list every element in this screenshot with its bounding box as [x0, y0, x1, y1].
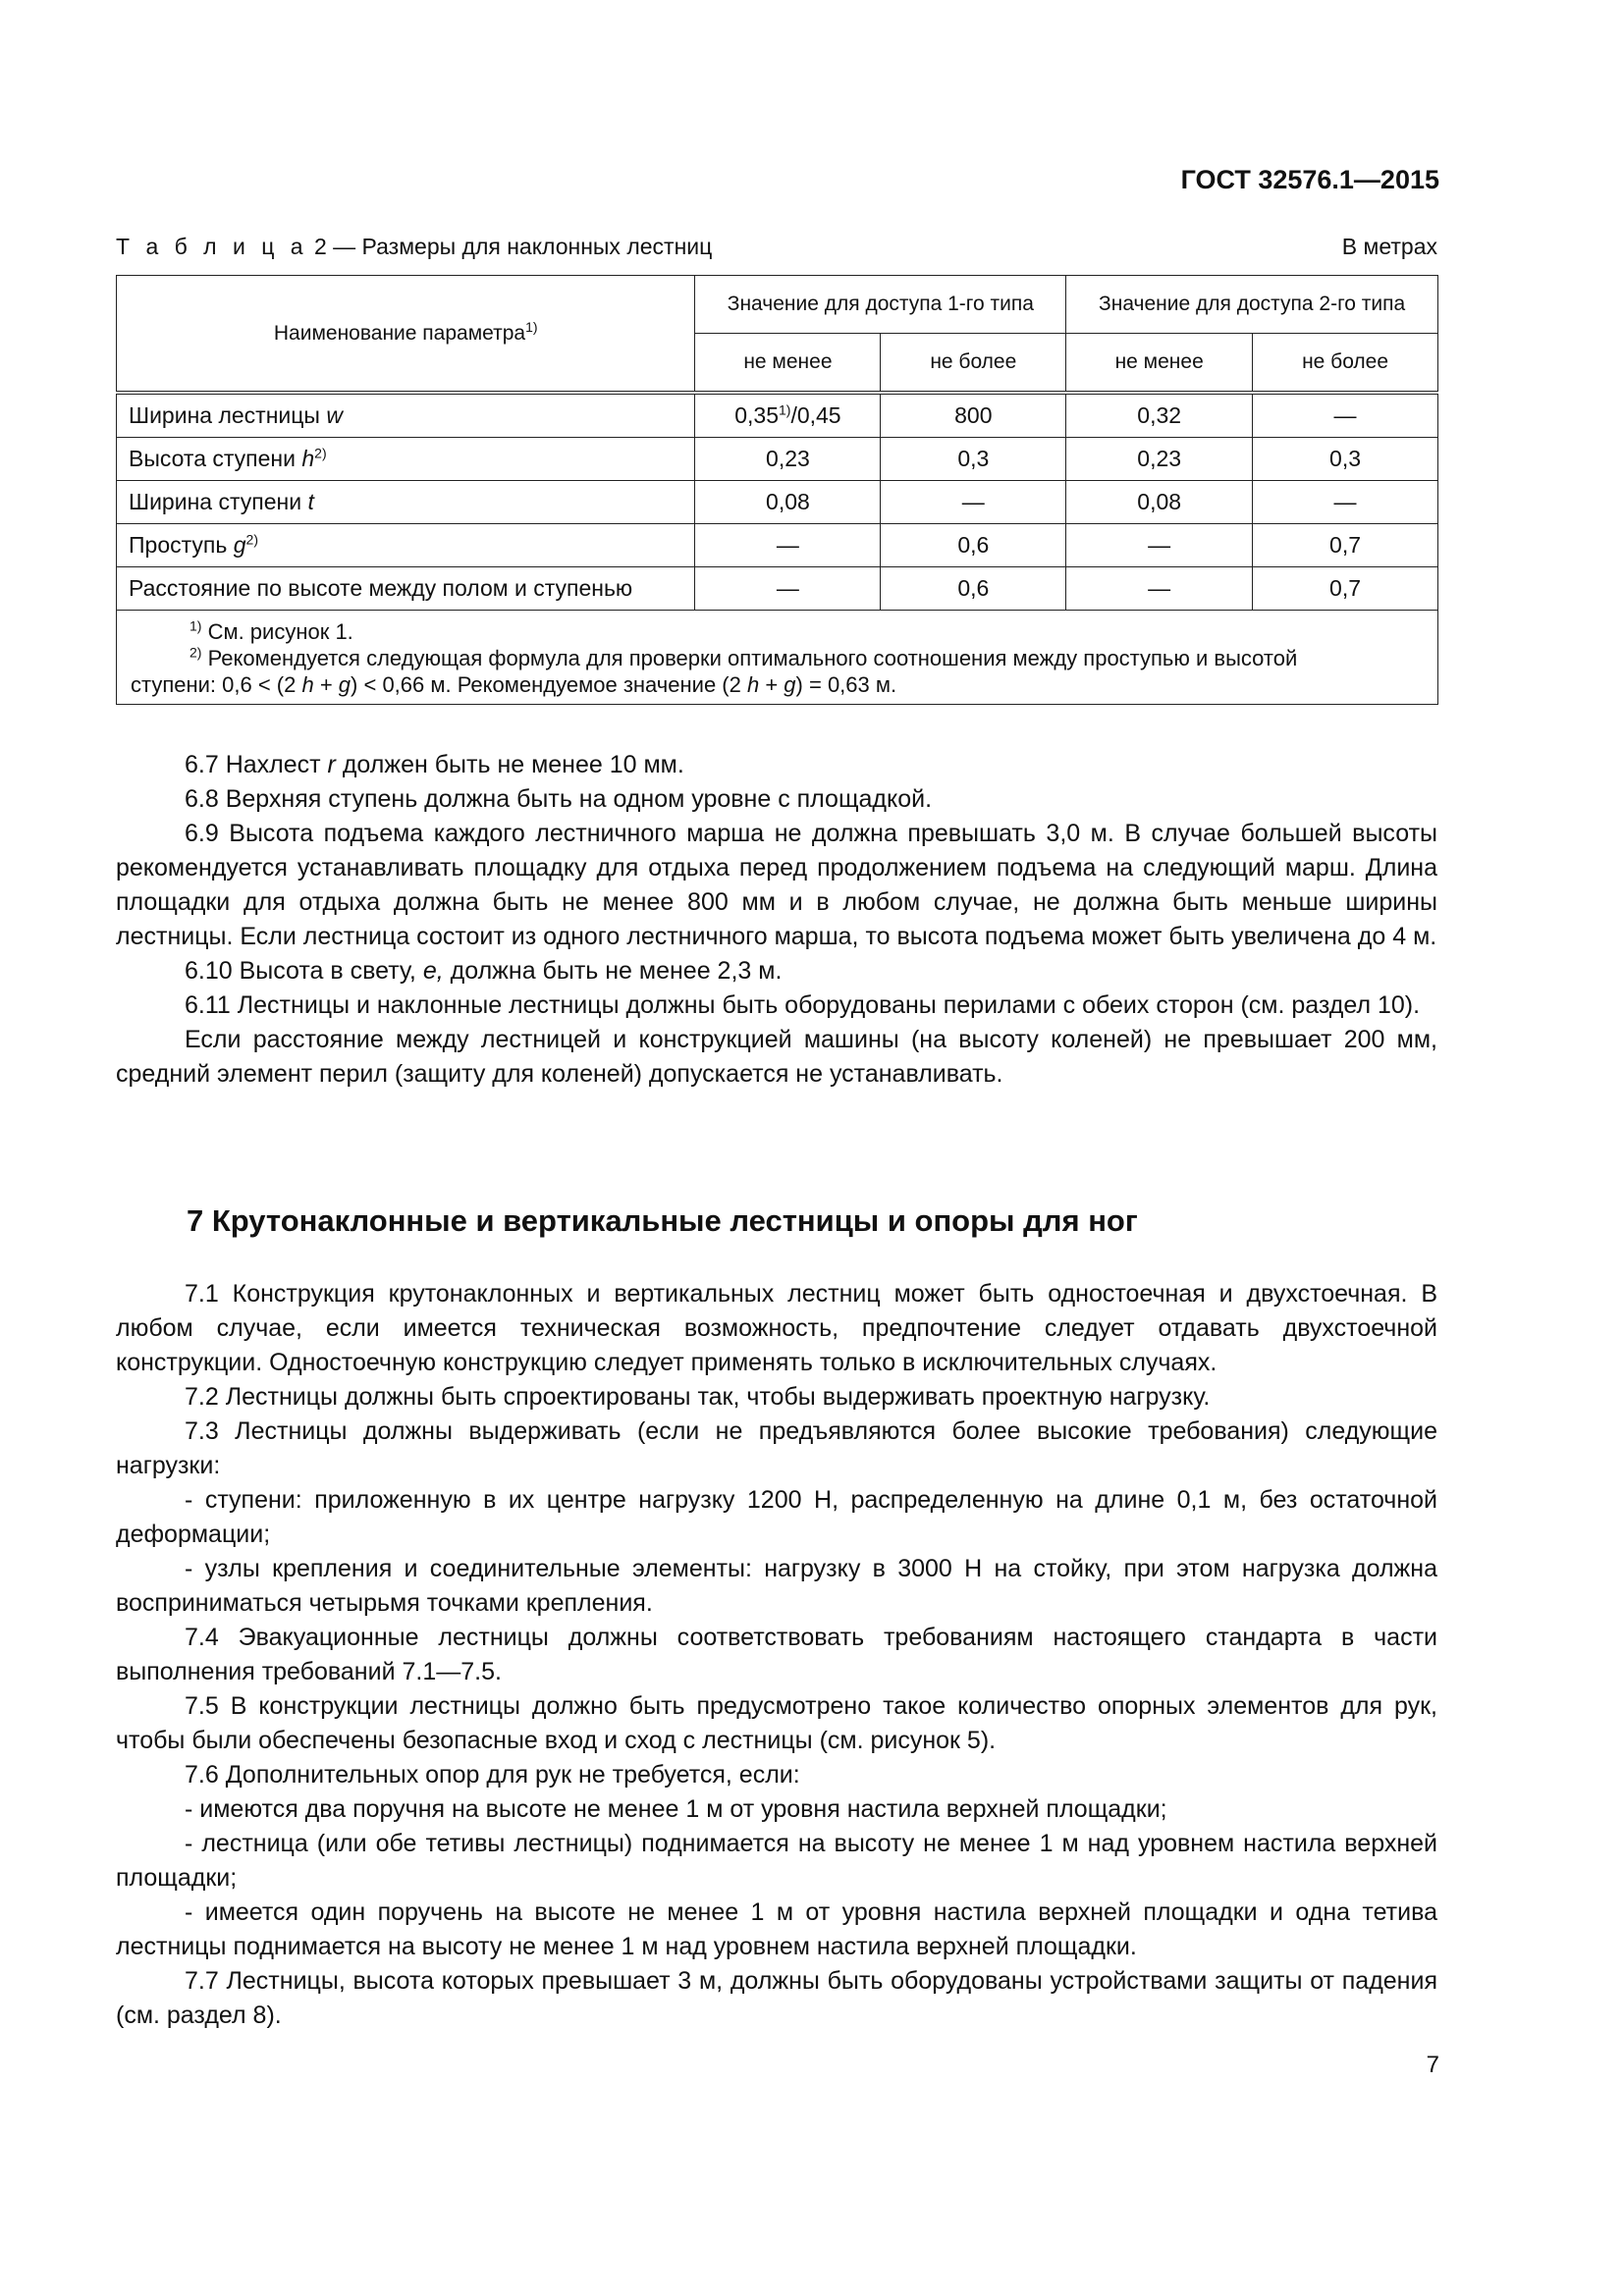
- table-row: [117, 567, 1438, 611]
- row-value-max-1: 0,6: [881, 567, 1066, 611]
- note-text: ) < 0,66 м. Рекомендуемое значение (2: [351, 672, 747, 697]
- value-tail: /0,45: [790, 402, 841, 428]
- row-name: [117, 438, 695, 481]
- table-units: В метрах: [1341, 234, 1437, 259]
- table-notes-row: [117, 611, 1438, 705]
- paragraph-7-4: 7.4 Эвакуационные лестницы должны соответствовать требованиям настоящего стандарта в части выполнения требований 7.1—7.5.: [116, 1624, 1437, 1685]
- row-value-min-2: 0,08: [1066, 481, 1253, 524]
- section-7-heading: 7 Крутонаклонные и вертикальные лестницы и опоры для ног: [187, 1203, 1138, 1238]
- paragraph-7-6: 7.6 Дополнительных опор для рук не требуется, если:: [185, 1761, 800, 1789]
- row-footnote-mark: 2): [314, 445, 327, 461]
- note-variable: g: [784, 672, 796, 697]
- paragraph-6-11-continuation: Если расстояние между лестницей и конструкцией машины (на высоту коленей) не превышает 200 мм, средний элемент перил (защиту для коленей) допускается не устанавливать.: [116, 1026, 1437, 1088]
- paragraph-text: должна быть не менее 2,3 м.: [443, 957, 783, 985]
- paragraph-7-3-item-1: - ступени: приложенную в их центре нагрузку 1200 Н, распределенную на длине 0,1 м, без остаточной деформации;: [116, 1486, 1437, 1548]
- row-value-max-2: —: [1253, 481, 1438, 524]
- paragraph-6-9: 6.9 Высота подъема каждого лестничного марша не должна превышать 3,0 м. В случае большей высоты рекомендуется устанавливать площадку для отдыха перед продолжением подъема на следующий марш. Длина площадки для отдыха должна быть не менее 800 мм и в любом случае, не должна быть меньше ширины лестницы. Если лестница состоит из одного лестничного марша, то высота подъема может быть увеличена до 4 м.: [116, 820, 1437, 950]
- note-variable: h: [301, 672, 314, 697]
- row-name-text: Расстояние по высоте между полом и ступенью: [129, 575, 633, 601]
- table-caption-text: 2 — Размеры для наклонных лестниц: [307, 234, 713, 259]
- note-2-mark: 2): [189, 644, 202, 661]
- paragraph-6-7: [116, 748, 1437, 782]
- subheader-max-2: не более: [1253, 334, 1438, 394]
- row-variable: h: [301, 446, 315, 471]
- section-6-paragraphs: [116, 748, 1437, 1092]
- row-name-text: Высота ступени: [129, 446, 302, 471]
- table-row: [117, 438, 1438, 481]
- dimensions-table: [116, 275, 1438, 705]
- table-row: [117, 393, 1438, 438]
- group2-header: Значение для доступа 2-го типа: [1066, 276, 1438, 334]
- paragraph-7-6-item-1: - имеются два поручня на высоте не менее 1 м от уровня настила верхней площадки;: [185, 1795, 1167, 1823]
- table-row: [117, 481, 1438, 524]
- row-value-max-1: 0,6: [881, 524, 1066, 567]
- page-number: 7: [1426, 2052, 1439, 2078]
- section-7-paragraphs: [116, 1277, 1437, 2033]
- note-text: ) = 0,63 м.: [795, 672, 897, 697]
- paragraph-6-11: 6.11 Лестницы и наклонные лестницы должны быть оборудованы перилами с обеих сторон (см. раздел 10).: [185, 991, 1421, 1019]
- row-name-text: Ширина ступени: [129, 489, 308, 514]
- paragraph-7-5: 7.5 В конструкции лестницы должно быть предусмотрено такое количество опорных элементов для рук, чтобы были обеспечены безопасные вход и сход с лестницы (см. рисунок 5).: [116, 1692, 1437, 1754]
- row-value-max-2: —: [1253, 393, 1438, 438]
- row-value-max-2: 0,7: [1253, 524, 1438, 567]
- group1-header: Значение для доступа 1-го типа: [695, 276, 1066, 334]
- note-1-text: См. рисунок 1.: [201, 619, 353, 644]
- paragraph-7-3: 7.3 Лестницы должны выдерживать (если не предъявляются более высокие требования) следующие нагрузки:: [116, 1417, 1437, 1479]
- note-text: ступени: 0,6 < (2: [131, 672, 302, 697]
- subheader-max-1: не более: [881, 334, 1066, 394]
- table-caption: [116, 234, 1437, 260]
- paragraph-variable: e,: [422, 957, 444, 985]
- row-value-min-1: [695, 393, 881, 438]
- table-note-1: [131, 618, 1424, 645]
- paragraph-7-6-item-3: - имеется один поручень на высоте не менее 1 м от уровня настила верхней площадки и одна тетива лестницы поднимается на высоту не менее 1 м над уровнем настила верхней площадки.: [116, 1898, 1437, 1960]
- note-text: +: [313, 672, 339, 697]
- row-value-min-2: —: [1066, 567, 1253, 611]
- paragraph-7-2: 7.2 Лестницы должны быть спроектированы так, чтобы выдерживать проектную нагрузку.: [185, 1383, 1211, 1411]
- paragraph-7-1: 7.1 Конструкция крутонаклонных и вертикальных лестниц может быть одностоечная и двухстоечная. В любом случае, если имеется техническая возможность, предпочтение следует отдавать двухстоечной конструкции. Одностоечную конструкцию следует применять только в исключительных случаях.: [116, 1280, 1437, 1376]
- note-text: +: [759, 672, 784, 697]
- row-footnote-mark: 2): [245, 531, 258, 548]
- paragraph-7-6-item-2: - лестница (или обе тетивы лестницы) поднимается на высоту не менее 1 м над уровнем настила верхней площадки;: [116, 1830, 1437, 1892]
- subheader-min-2: не менее: [1066, 334, 1253, 394]
- row-name: [117, 393, 695, 438]
- paragraph-6-10: [116, 954, 1437, 988]
- param-header: Наименование параметра: [273, 321, 526, 345]
- row-value-min-1: —: [695, 567, 881, 611]
- table-row: [117, 524, 1438, 567]
- row-variable: g: [233, 532, 246, 558]
- row-value-max-1: —: [881, 481, 1066, 524]
- row-value-min-1: —: [695, 524, 881, 567]
- row-name-text: Ширина лестницы: [129, 402, 327, 428]
- paragraph-variable: r: [327, 751, 336, 778]
- subheader-min-1: не менее: [695, 334, 881, 394]
- param-header-cell: [117, 276, 695, 394]
- note-variable: g: [338, 672, 352, 697]
- value-footnote-mark: 1): [778, 401, 791, 418]
- paragraph-7-7: 7.7 Лестницы, высота которых превышает 3 м, должны быть оборудованы устройствами защиты от падения (см. раздел 8).: [116, 1967, 1437, 2029]
- row-value-max-1: 0,3: [881, 438, 1066, 481]
- paragraph-7-3-item-2: - узлы крепления и соединительные элементы: нагрузку в 3000 Н на стойку, при этом нагрузка должна восприниматься четырьмя точками крепления.: [116, 1555, 1437, 1617]
- note-2-text: Рекомендуется следующая формула для проверки оптимального соотношения между проступью и высотой: [201, 646, 1298, 670]
- note-1-mark: 1): [189, 617, 202, 634]
- row-value-min-2: 0,32: [1066, 393, 1253, 438]
- row-variable: w: [326, 402, 343, 428]
- row-name: [117, 481, 695, 524]
- paragraph-text: 6.7 Нахлест: [185, 751, 328, 778]
- row-variable: t: [307, 489, 314, 514]
- table-caption-prefix: Т а б л и ц а: [116, 234, 308, 259]
- row-value-min-2: —: [1066, 524, 1253, 567]
- standard-code: ГОСТ 32576.1—2015: [1180, 165, 1439, 194]
- table-note-2: [131, 645, 1424, 671]
- row-value-max-2: 0,3: [1253, 438, 1438, 481]
- row-value-max-2: 0,7: [1253, 567, 1438, 611]
- paragraph-text: должен быть не менее 10 мм.: [335, 751, 684, 778]
- row-name: [117, 524, 695, 567]
- row-value-min-1: 0,23: [695, 438, 881, 481]
- paragraph-text: 6.10 Высота в свету,: [185, 957, 423, 985]
- row-value-min-2: 0,23: [1066, 438, 1253, 481]
- row-name: [117, 567, 695, 611]
- table-header-row: [117, 276, 1438, 334]
- table-notes: [117, 611, 1438, 705]
- table-note-2-continuation: [131, 671, 1424, 698]
- note-variable: h: [746, 672, 760, 697]
- row-value-min-1: 0,08: [695, 481, 881, 524]
- value-text: 0,35: [734, 402, 779, 428]
- row-name-text: Проступь: [129, 532, 234, 558]
- row-value-max-1: 800: [881, 393, 1066, 438]
- param-header-footnote-mark: 1): [525, 318, 538, 335]
- paragraph-6-8: 6.8 Верхняя ступень должна быть на одном уровне с площадкой.: [185, 785, 933, 813]
